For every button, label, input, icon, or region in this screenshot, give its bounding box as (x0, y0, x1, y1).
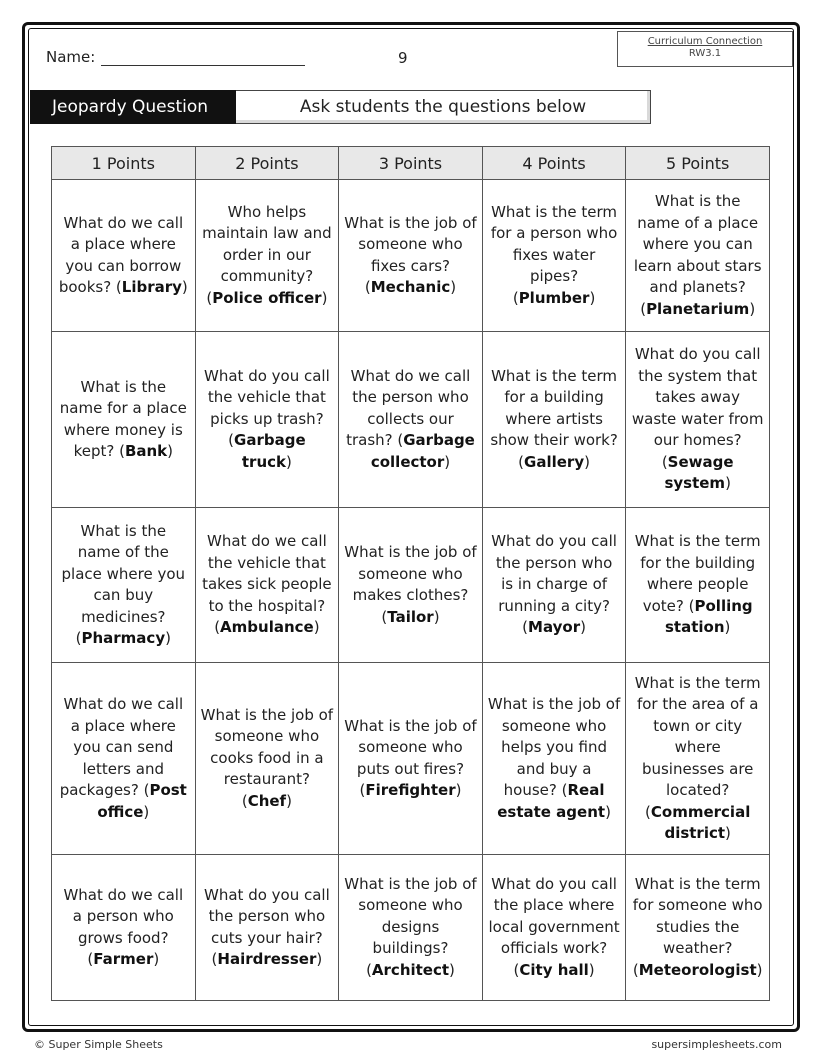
question-text: What do we call the vehicle that takes sick people to the hospital? (202, 532, 332, 615)
column-header: 4 Points (482, 147, 626, 180)
column-header: 5 Points (626, 147, 770, 180)
answer-text: Tailor (387, 607, 434, 626)
question-text: What is the term for someone who studies the weather? (632, 874, 763, 958)
answer-text: Hairdresser (217, 950, 317, 968)
table-row (52, 855, 770, 1001)
answer-text: City hall (519, 960, 589, 979)
jeopardy-board (51, 146, 770, 1001)
curriculum-connection-box (617, 31, 793, 67)
question-cell: What do you call the vehicle that picks up trash? (Garbage truck) (195, 332, 339, 508)
question-text: What is the term for a building where artists show their work? (490, 366, 618, 450)
question-cell: What is the term for a person who fixes water pipes? (Plumber) (482, 180, 626, 332)
question-cell: What do we call a place where you can send letters and packages? (Post office) (52, 663, 196, 855)
question-text: Who helps maintain law and order in our community? (202, 202, 332, 286)
answer-text: Chef (247, 791, 287, 810)
question-text: What is the job of someone who puts out fires? (344, 716, 477, 778)
answer-text: Real estate agent (497, 781, 606, 821)
question-cell: What do you call the person who cuts your hair? (Hairdresser) (195, 855, 339, 1001)
question-text: What do we call a place where you can borrow books? (58, 213, 184, 296)
question-text: What do you call the person who cuts your hair? (204, 885, 330, 947)
question-cell: What is the job of someone who fixes cars? (Mechanic) (339, 180, 483, 332)
section-banner (30, 90, 651, 124)
question-text: What do we call a place where you can send letters and packages? (59, 695, 184, 799)
answer-text: Polling station (664, 596, 753, 637)
table-row (52, 508, 770, 663)
answer-text: Ambulance (220, 618, 314, 637)
question-cell: What is the job of someone who makes clothes? (Tailor) (339, 508, 483, 663)
question-text: What is the name of a place where you can learn about stars and planets? (633, 192, 762, 296)
question-cell: What is the term for the building where people vote? (Polling station) (626, 508, 770, 663)
page-number: 9 (398, 49, 408, 67)
answer-text: Commercial district (650, 802, 751, 842)
answer-text: Sewage system (664, 452, 734, 493)
answer-text: Farmer (93, 950, 154, 968)
answer-text: Mayor (528, 618, 581, 637)
table-row (52, 663, 770, 855)
question-cell: What is the term for the area of a town or city where businesses are located? (Commercial district) (626, 663, 770, 855)
curriculum-title: Curriculum Connection (647, 36, 763, 47)
footer-copyright: © Super Simple Sheets (34, 1038, 163, 1051)
question-text: What do we call a person who grows food? (63, 885, 184, 947)
question-cell: What is the term for someone who studies the weather? (Meteorologist) (626, 855, 770, 1001)
question-text: What is the job of someone who designs buildings? (344, 874, 477, 958)
answer-text: Post office (97, 781, 187, 821)
question-text: What is the term for the area of a town or city where businesses are located? (634, 673, 761, 799)
column-header: 2 Points (195, 147, 339, 180)
question-cell: What is the term for a building where artists show their work? (Gallery) (482, 332, 626, 508)
question-cell: What do we call a place where you can borrow books? (Library) (52, 180, 196, 332)
question-cell: What is the job of someone who helps you find and buy a house? (Real estate agent) (482, 663, 626, 855)
answer-text: Garbage collector (370, 431, 475, 471)
question-cell: What do we call a person who grows food? (Farmer) (52, 855, 196, 1001)
answer-text: Garbage truck (234, 431, 306, 471)
question-text: What do you call the system that takes away waste water from our homes? (631, 345, 764, 450)
question-cell: What do we call the person who collects our trash? (Garbage collector) (339, 332, 483, 508)
question-cell: What do you call the place where local government officials work? (City hall) (482, 855, 626, 1001)
question-text: What is the job of someone who makes clothes? (344, 543, 477, 604)
answer-text: Firefighter (365, 781, 456, 799)
name-row (46, 48, 305, 66)
question-cell: What is the job of someone who designs buildings? (Architect) (339, 855, 483, 1001)
answer-text: Mechanic (370, 278, 451, 296)
question-cell: What is the name of the place where you can buy medicines? (Pharmacy) (52, 508, 196, 663)
question-cell: What is the name for a place where money is kept? (Bank) (52, 332, 196, 508)
name-label: Name: (46, 48, 96, 66)
table-row (52, 180, 770, 332)
banner-label: Jeopardy Question (30, 90, 236, 124)
question-text: What is the job of someone who helps you find and buy a house? (487, 695, 621, 799)
question-text: What is the job of someone who cooks food in a restaurant? (200, 705, 334, 789)
footer-website: supersimplesheets.com (651, 1038, 782, 1051)
question-cell: What is the job of someone who puts out fires? (Firefighter) (339, 663, 483, 855)
question-text: What is the term for a person who fixes water pipes? (490, 202, 618, 286)
question-cell: What do we call the vehicle that takes sick people to the hospital? (Ambulance) (195, 508, 339, 663)
column-header: 1 Points (52, 147, 196, 180)
question-cell: What do you call the person who is in charge of running a city? (Mayor) (482, 508, 626, 663)
curriculum-code: RW3.1 (688, 48, 722, 59)
question-text: What is the name of the place where you can buy medicines? (61, 521, 186, 626)
answer-text: Gallery (524, 452, 585, 471)
board-body (52, 180, 770, 1001)
column-header: 3 Points (339, 147, 483, 180)
question-cell: What is the job of someone who cooks food in a restaurant? (Chef) (195, 663, 339, 855)
question-cell: What do you call the system that takes away waste water from our homes? (Sewage system) (626, 332, 770, 508)
question-text: What is the job of someone who fixes cars? (344, 213, 477, 275)
question-text: What do we call the person who collects our trash? (346, 366, 471, 450)
name-field[interactable] (101, 50, 305, 66)
answer-text: Police officer (212, 288, 322, 307)
answer-text: Bank (124, 442, 168, 460)
question-text: What is the term for the building where people vote? (634, 532, 761, 615)
question-text: What do you call the vehicle that picks up trash? (204, 366, 330, 428)
banner-instruction: Ask students the questions below (236, 90, 651, 124)
answer-text: Pharmacy (81, 629, 166, 647)
header-row (52, 147, 770, 180)
table-row (52, 332, 770, 508)
question-text: What do you call the person who is in charge of running a city? (491, 532, 617, 615)
question-cell: What is the name of a place where you can learn about stars and planets? (Planetarium) (626, 180, 770, 332)
answer-text: Plumber (518, 288, 590, 307)
answer-text: Architect (371, 960, 450, 979)
answer-text: Meteorologist (638, 960, 757, 979)
question-text: What do you call the place where local government officials work? (488, 874, 620, 958)
answer-text: Planetarium (646, 299, 750, 318)
question-text: What is the name for a place where money is kept? (59, 377, 187, 460)
question-cell: Who helps maintain law and order in our community? (Police officer) (195, 180, 339, 332)
answer-text: Library (121, 278, 182, 296)
